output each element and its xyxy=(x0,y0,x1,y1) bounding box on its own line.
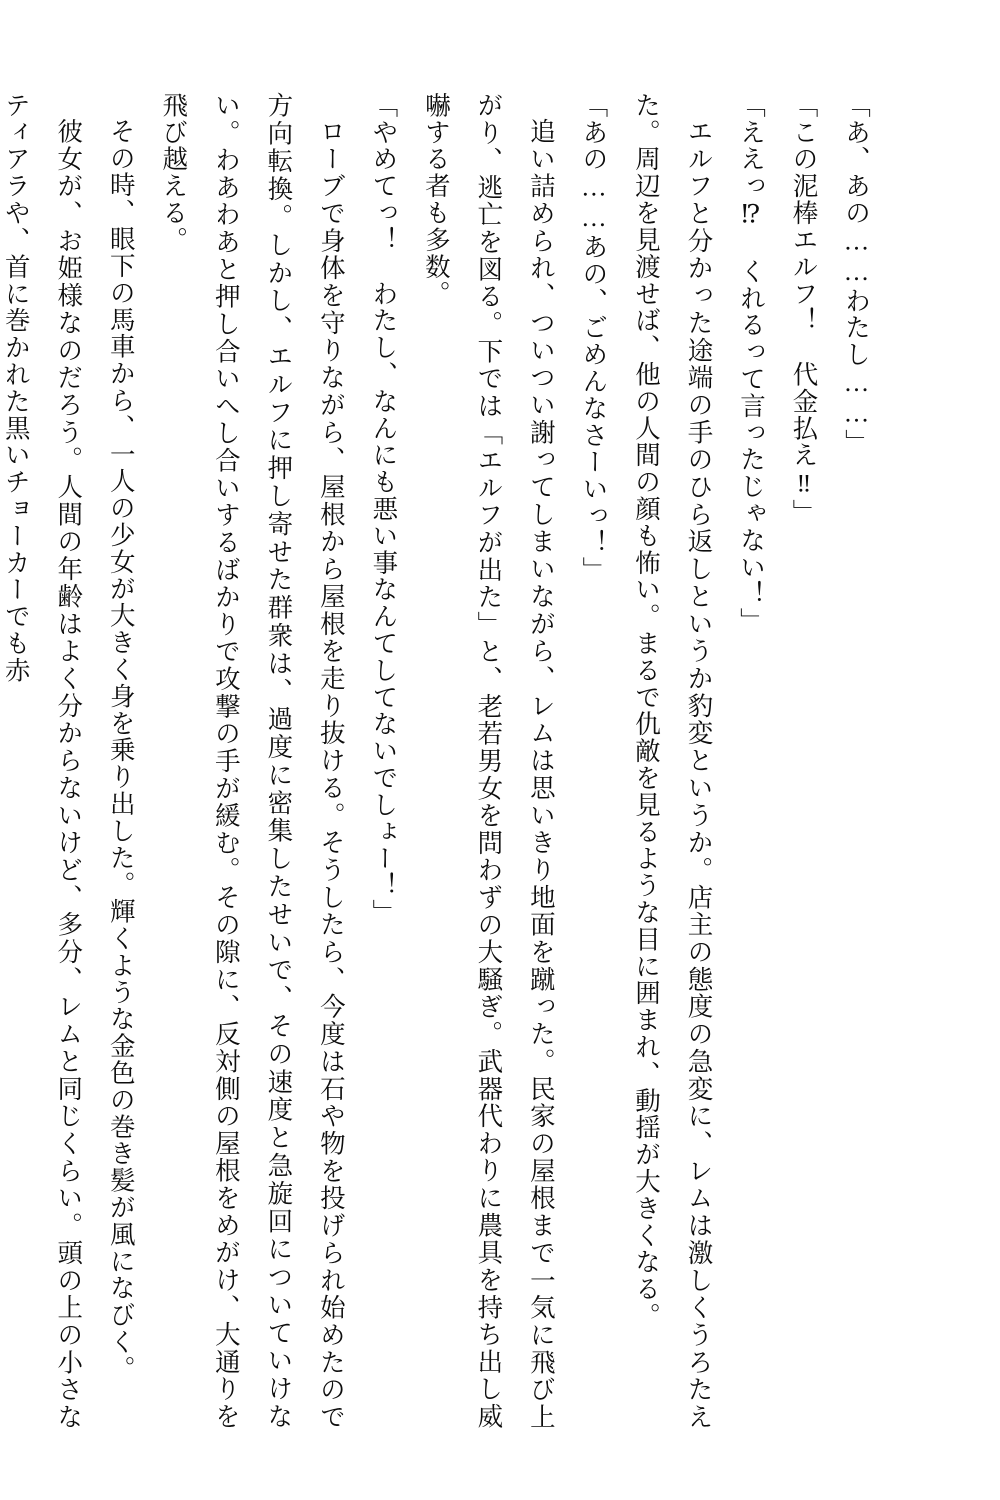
paragraph: エルフと分かった途端の手のひら返しというか豹変というか。店主の態度の急変に、レムは激しくうろたえた。周辺を見渡せば、他の人間の顔も怖い。まるで仇敵を見るような目に囲まれ、動揺が大きくなる。 xyxy=(631,92,714,1430)
paragraph: 追い詰められ、ついつい謝ってしまいながら、レムは思いきり地面を蹴った。民家の屋根まで一気に飛び上がり、逃亡を図る。下では「エルフが出た」と、老若男女を問わずの大騒ぎ。武器代わりに農具を持ち出し威嚇する者も多数。 xyxy=(421,92,556,1430)
paragraph: 彼女が、お姫様なのだろう。人間の年齢はよく分からないけど、多分、レムと同じくらい。頭の上の小さなティアラや、首に巻かれた黒いチョーカーでも赤 xyxy=(1,92,84,1430)
paragraph: 「やめてっ！ わたし、なんにも悪い事なんてしてないでしょー！」 xyxy=(369,92,399,926)
page-text-body xyxy=(1,92,882,1430)
paragraph: 「あの……あの、ごめんなさーいっ！」 xyxy=(579,92,609,584)
paragraph: 「ええっ⁉ くれるって言ったじゃない！」 xyxy=(736,92,766,635)
paragraph: その時、眼下の馬車から、一人の少女が大きく身を乗り出した。輝くような金色の巻き髪が風になびく。 xyxy=(106,117,136,1382)
paragraph: 「あ、あの……わたし……」 xyxy=(842,92,871,456)
paragraph: 「この泥棒エルフ！ 代金払え‼」 xyxy=(789,92,819,526)
paragraph: ローブで身体を守りながら、屋根から屋根を走り抜ける。そうしたら、今度は石や物を投げられ始めたので方向転換。しかし、エルフに押し寄せた群衆は、過度に密集したせいで、その速度と急旋回についていけない。わあわあと押し合いへし合いするばかりで攻撃の手が緩む。その隙に、反対側の屋根をめがけ、大通りを飛び越える。 xyxy=(159,92,346,1430)
